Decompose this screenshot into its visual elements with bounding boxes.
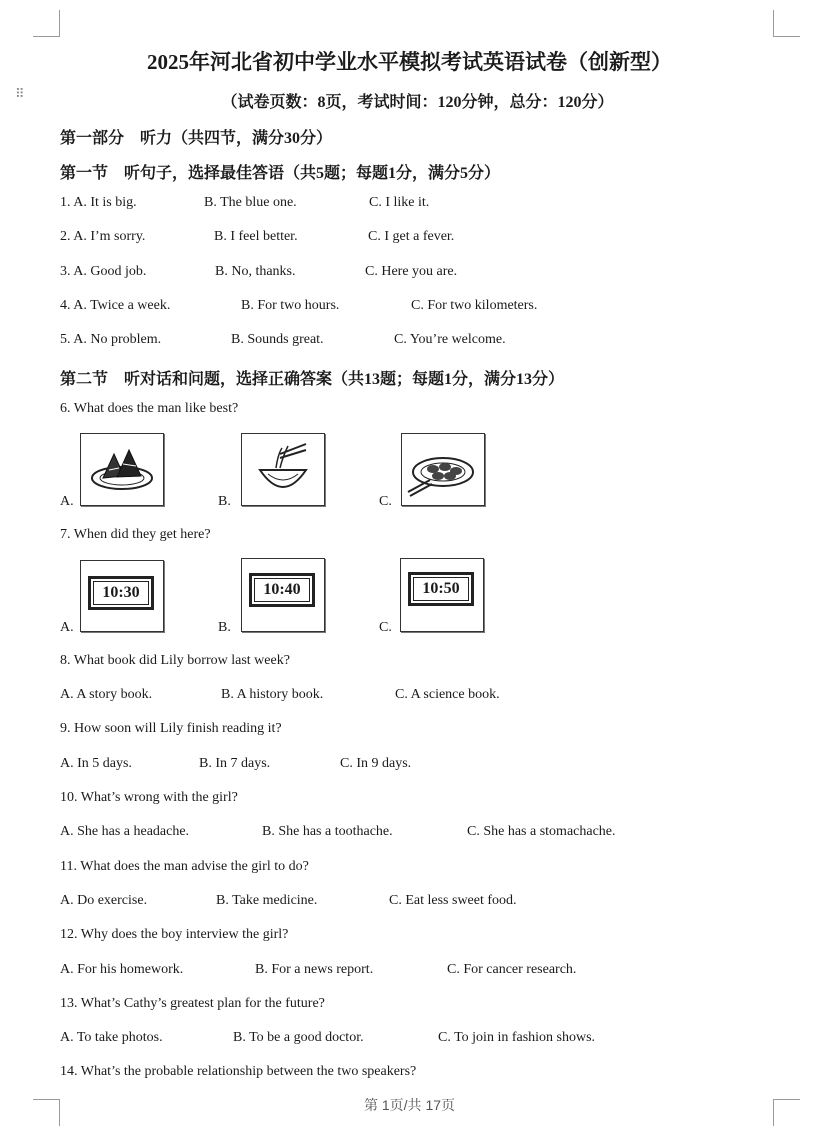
dumplings-icon — [401, 433, 485, 506]
q5-option-b: B. Sounds great. — [231, 332, 324, 347]
q6-label-c: C. — [379, 494, 392, 509]
q6-stem: 6. What does the man like best? — [60, 401, 239, 416]
section-heading-1: 第一节 听句子，选择最佳答语（共5题；每题1分，满分5分） — [60, 165, 501, 182]
exam-info: （试卷页数：8页，考试时间：120分钟，总分：120分） — [221, 94, 614, 111]
q5-option-c: C. You’re welcome. — [394, 332, 506, 347]
q4-option-b: B. For two hours. — [241, 298, 340, 313]
q7-stem: 7. When did they get here? — [60, 527, 211, 542]
q5-option-a: 5. A. No problem. — [60, 332, 162, 347]
q14-stem: 14. What’s the probable relationship between the two speakers? — [60, 1064, 417, 1079]
q8-option-b: B. A history book. — [221, 687, 324, 702]
q2-option-b: B. I feel better. — [214, 229, 298, 244]
q1-option-a: 1. A. It is big. — [60, 195, 137, 210]
clock-1050-icon — [400, 558, 484, 632]
noodles-icon — [241, 433, 325, 506]
q3-option-c: C. Here you are. — [365, 264, 458, 279]
q11-option-c: C. Eat less sweet food. — [389, 893, 517, 908]
q8-stem: 8. What book did Lily borrow last week? — [60, 653, 290, 668]
q6-label-b: B. — [218, 494, 231, 509]
q12-option-c: C. For cancer research. — [447, 962, 577, 977]
q13-option-c: C. To join in fashion shows. — [438, 1030, 596, 1045]
q4-option-a: 4. A. Twice a week. — [60, 298, 171, 313]
q1-option-c: C. I like it. — [369, 195, 430, 210]
q11-stem: 11. What does the man advise the girl to do? — [60, 859, 309, 874]
q9-option-c: C. In 9 days. — [340, 756, 412, 771]
exam-title: 2025年河北省初中学业水平模拟考试英语试卷（创新型） — [147, 50, 672, 74]
q8-option-a: A. A story book. — [60, 687, 153, 702]
q10-option-c: C. She has a stomachache. — [467, 824, 616, 839]
q12-option-a: A. For his homework. — [60, 962, 184, 977]
q10-option-a: A. She has a headache. — [60, 824, 190, 839]
section-heading-2: 第二节 听对话和问题，选择正确答案（共13题；每题1分，满分13分） — [60, 371, 565, 388]
clock-1030-icon — [80, 560, 164, 632]
q7-label-a: A. — [60, 620, 74, 635]
q10-stem: 10. What’s wrong with the girl? — [60, 790, 238, 805]
q11-option-b: B. Take medicine. — [216, 893, 318, 908]
time-display-c: 10:50 — [408, 572, 474, 606]
q13-option-b: B. To be a good doctor. — [233, 1030, 364, 1045]
time-display-b: 10:40 — [249, 573, 315, 607]
q1-option-b: B. The blue one. — [204, 195, 297, 210]
q10-option-b: B. She has a toothache. — [262, 824, 393, 839]
time-display-a: 10:30 — [88, 576, 154, 610]
q9-stem: 9. How soon will Lily finish reading it? — [60, 721, 282, 736]
q9-option-b: B. In 7 days. — [199, 756, 271, 771]
crop-mark-top-left — [33, 10, 60, 37]
q13-stem: 13. What’s Cathy’s greatest plan for the future? — [60, 996, 325, 1011]
part-heading: 第一部分 听力（共四节，满分30分） — [60, 130, 333, 147]
q2-option-a: 2. A. I’m sorry. — [60, 229, 146, 244]
q3-option-a: 3. A. Good job. — [60, 264, 147, 279]
q3-option-b: B. No, thanks. — [215, 264, 296, 279]
page-number: 第 1页/共 17页 — [363, 1097, 456, 1113]
q7-label-c: C. — [379, 620, 392, 635]
q13-option-a: A. To take photos. — [60, 1030, 163, 1045]
zongzi-icon — [80, 433, 164, 506]
q8-option-c: C. A science book. — [395, 687, 500, 702]
q11-option-a: A. Do exercise. — [60, 893, 148, 908]
drag-handle-icon[interactable]: ⠿ — [15, 87, 26, 102]
q2-option-c: C. I get a fever. — [368, 229, 455, 244]
q9-option-a: A. In 5 days. — [60, 756, 132, 771]
clock-1040-icon — [241, 558, 325, 632]
q6-label-a: A. — [60, 494, 74, 509]
crop-mark-top-right — [773, 10, 800, 37]
q4-option-c: C. For two kilometers. — [411, 298, 538, 313]
q7-label-b: B. — [218, 620, 231, 635]
q12-stem: 12. Why does the boy interview the girl? — [60, 927, 289, 942]
q12-option-b: B. For a news report. — [255, 962, 374, 977]
